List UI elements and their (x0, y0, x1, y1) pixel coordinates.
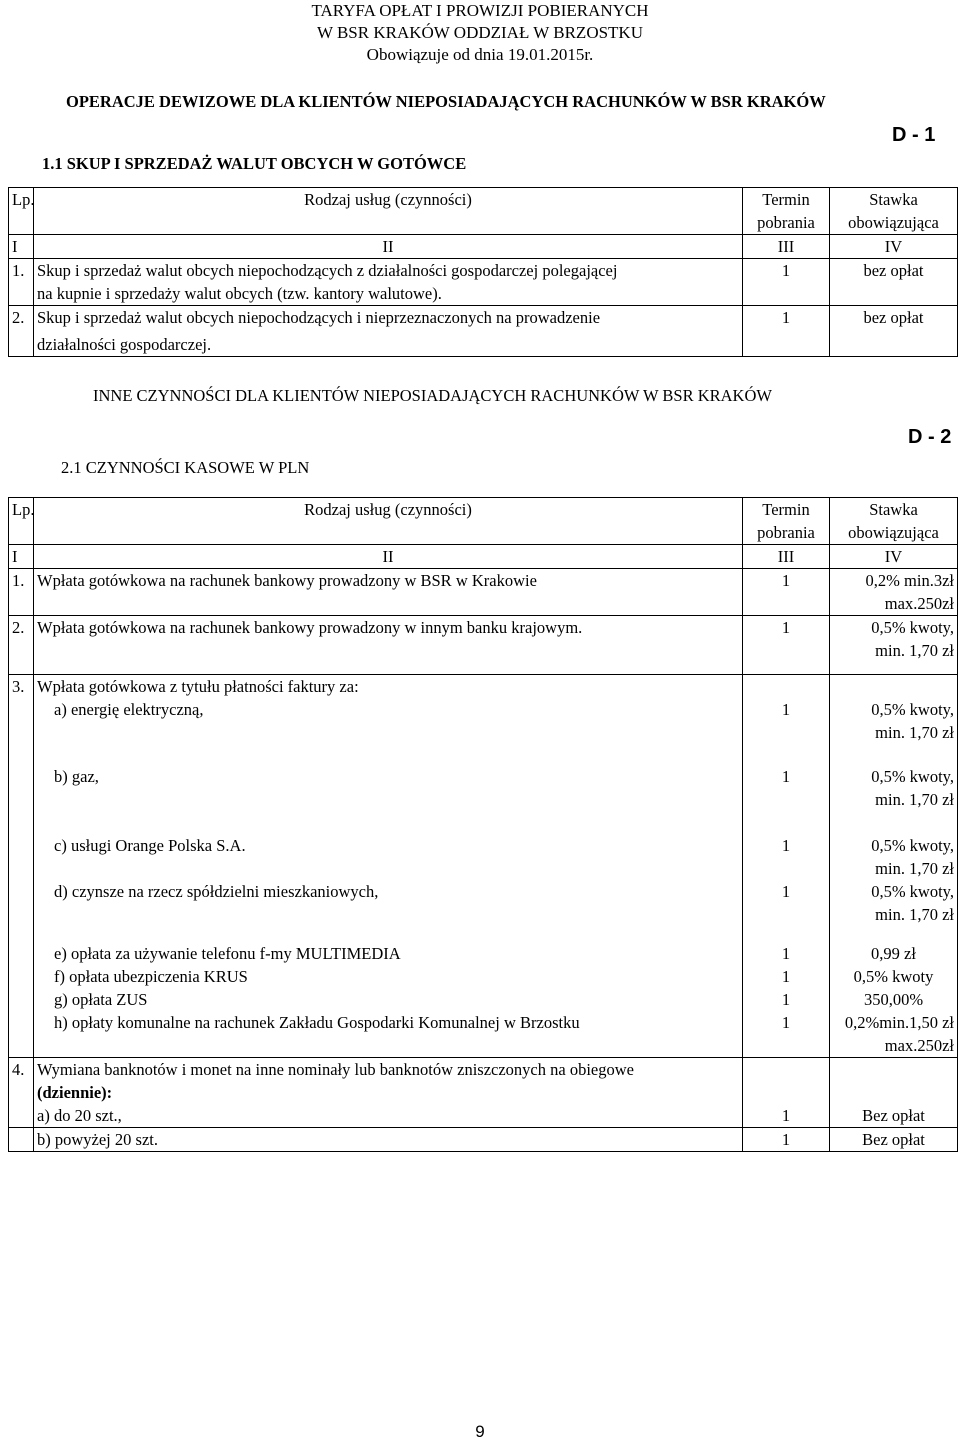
section2-subtitle: 2.1 CZYNNOŚCI KASOWE W PLN (61, 458, 310, 477)
table-row (9, 1058, 958, 1105)
roman-3: III (743, 235, 830, 259)
list-item (9, 965, 958, 988)
col-service-header: Rodzaj usług (czynności) (34, 188, 743, 235)
list-item (9, 698, 958, 765)
row-service: Skup i sprzedaż walut obcych niepochodzących z działalności gospodarczej polegającej na kupnie i sprzedaży walut obcych (tzw. kantory walutowe). (34, 259, 743, 306)
table-row (9, 616, 958, 675)
col-lp-header: Lp. (9, 498, 34, 545)
list-item (9, 988, 958, 1011)
col-rate-header: Stawka obowiązująca (830, 188, 958, 235)
roman-1: I (9, 545, 34, 569)
item-rate: 0,2%min.1,50 zł max.250zł (830, 1011, 958, 1058)
item-rate: Bez opłat (830, 1104, 958, 1128)
table-row (9, 675, 958, 699)
item-text: b) powyżej 20 szt. (34, 1128, 743, 1152)
row-lp: 3. (9, 675, 34, 699)
section2-title: INNE CZYNNOŚCI DLA KLIENTÓW NIEPOSIADAJĄCYCH RACHUNKÓW W BSR KRAKÓW (93, 386, 772, 405)
row-rate: 0,5% kwoty, min. 1,70 zł (830, 616, 958, 675)
roman-3: III (743, 545, 830, 569)
col-service-header: Rodzaj usług (czynności) (34, 498, 743, 545)
roman-1: I (9, 235, 34, 259)
table-header-row (9, 498, 958, 545)
col-lp-header: Lp. (9, 188, 34, 235)
row-service: Wymiana banknotów i monet na inne nominały lub banknotów zniszczonych na obiegowe (dziennie): (34, 1058, 743, 1105)
item-rate: 0,5% kwoty, min. 1,70 zł (830, 698, 958, 765)
item-term: 1 (743, 1011, 830, 1058)
item-text: g) opłata ZUS (34, 988, 743, 1011)
list-item (9, 765, 958, 834)
item-text: d) czynsze na rzecz spółdzielni mieszkaniowych, (34, 880, 743, 942)
list-item (9, 834, 958, 880)
row-term: 1 (743, 616, 830, 675)
row-rate: bez opłat (830, 259, 958, 306)
item-text: h) opłaty komunalne na rachunek Zakładu Gospodarki Komunalnej w Brzostku (34, 1011, 743, 1058)
row-service: Skup i sprzedaż walut obcych niepochodzących i nieprzeznaczonych na prowadzenie działalności gospodarczej. (34, 306, 743, 357)
table-row (9, 569, 958, 616)
item-text: e) opłata za używanie telefonu f-my MULTIMEDIA (34, 942, 743, 965)
row-service: Wpłata gotówkowa z tytułu płatności faktury za: (34, 675, 743, 699)
roman-row (9, 235, 958, 259)
list-item (9, 1104, 958, 1128)
item-term: 1 (743, 942, 830, 965)
item-rate: 0,5% kwoty, min. 1,70 zł (830, 765, 958, 834)
table-row (9, 306, 958, 357)
row-term: 1 (743, 569, 830, 616)
roman-4: IV (830, 545, 958, 569)
col-rate-header: Stawka obowiązująca (830, 498, 958, 545)
cash-table (8, 497, 958, 1152)
item-term: 1 (743, 765, 830, 834)
item-text: b) gaz, (34, 765, 743, 834)
header-line-1: TARYFA OPŁAT I PROWIZJI POBIERANYCH (311, 1, 649, 20)
header-line-3: Obowiązuje od dnia 19.01.2015r. (366, 45, 594, 64)
row-lp: 1. (9, 259, 34, 306)
row-term: 1 (743, 306, 830, 357)
roman-2: II (34, 235, 743, 259)
item-term: 1 (743, 965, 830, 988)
item-term: 1 (743, 1104, 830, 1128)
row-rate: 0,2% min.3zł max.250zł (830, 569, 958, 616)
item-term: 1 (743, 834, 830, 880)
roman-2: II (34, 545, 743, 569)
col-term-header: Termin pobrania (743, 498, 830, 545)
row-lp: 2. (9, 616, 34, 675)
row-service: Wpłata gotówkowa na rachunek bankowy prowadzony w BSR w Krakowie (34, 569, 743, 616)
item-rate: 350,00% (830, 988, 958, 1011)
row-term: 1 (743, 259, 830, 306)
item-rate: 0,5% kwoty, min. 1,70 zł (830, 834, 958, 880)
item-term: 1 (743, 880, 830, 942)
table-header-row (9, 188, 958, 235)
item-text: a) do 20 szt., (34, 1104, 743, 1128)
roman-4: IV (830, 235, 958, 259)
section1-subtitle: 1.1 SKUP I SPRZEDAŻ WALUT OBCYCH W GOTÓWCE (42, 154, 467, 173)
list-item (9, 942, 958, 965)
fx-table (8, 187, 958, 357)
section1-title: OPERACJE DEWIZOWE DLA KLIENTÓW NIEPOSIADAJĄCYCH RACHUNKÓW W BSR KRAKÓW (66, 92, 826, 111)
item-rate: 0,99 zł (830, 942, 958, 965)
item-text: a) energię elektryczną, (34, 698, 743, 765)
row-lp: 2. (9, 306, 34, 357)
roman-row (9, 545, 958, 569)
item-text: c) usługi Orange Polska S.A. (34, 834, 743, 880)
item-rate: 0,5% kwoty, min. 1,70 zł (830, 880, 958, 942)
list-item (9, 1128, 958, 1152)
item-term: 1 (743, 698, 830, 765)
table-row (9, 259, 958, 306)
page-number: 9 (475, 1422, 485, 1441)
item-rate: 0,5% kwoty (830, 965, 958, 988)
list-item (9, 1011, 958, 1058)
section1-code: D - 1 (892, 124, 936, 146)
list-item (9, 880, 958, 942)
section2-code: D - 2 (908, 426, 952, 448)
item-text: f) opłata ubezpiczenia KRUS (34, 965, 743, 988)
item-term: 1 (743, 988, 830, 1011)
col-term-header: Termin pobrania (743, 188, 830, 235)
item-term: 1 (743, 1128, 830, 1152)
item-rate: Bez opłat (830, 1128, 958, 1152)
row-lp: 4. (9, 1058, 34, 1105)
row-service: Wpłata gotówkowa na rachunek bankowy prowadzony w innym banku krajowym. (34, 616, 743, 675)
row-lp: 1. (9, 569, 34, 616)
header-line-2: W BSR KRAKÓW ODDZIAŁ W BRZOSTKU (316, 23, 643, 42)
row-rate: bez opłat (830, 306, 958, 357)
